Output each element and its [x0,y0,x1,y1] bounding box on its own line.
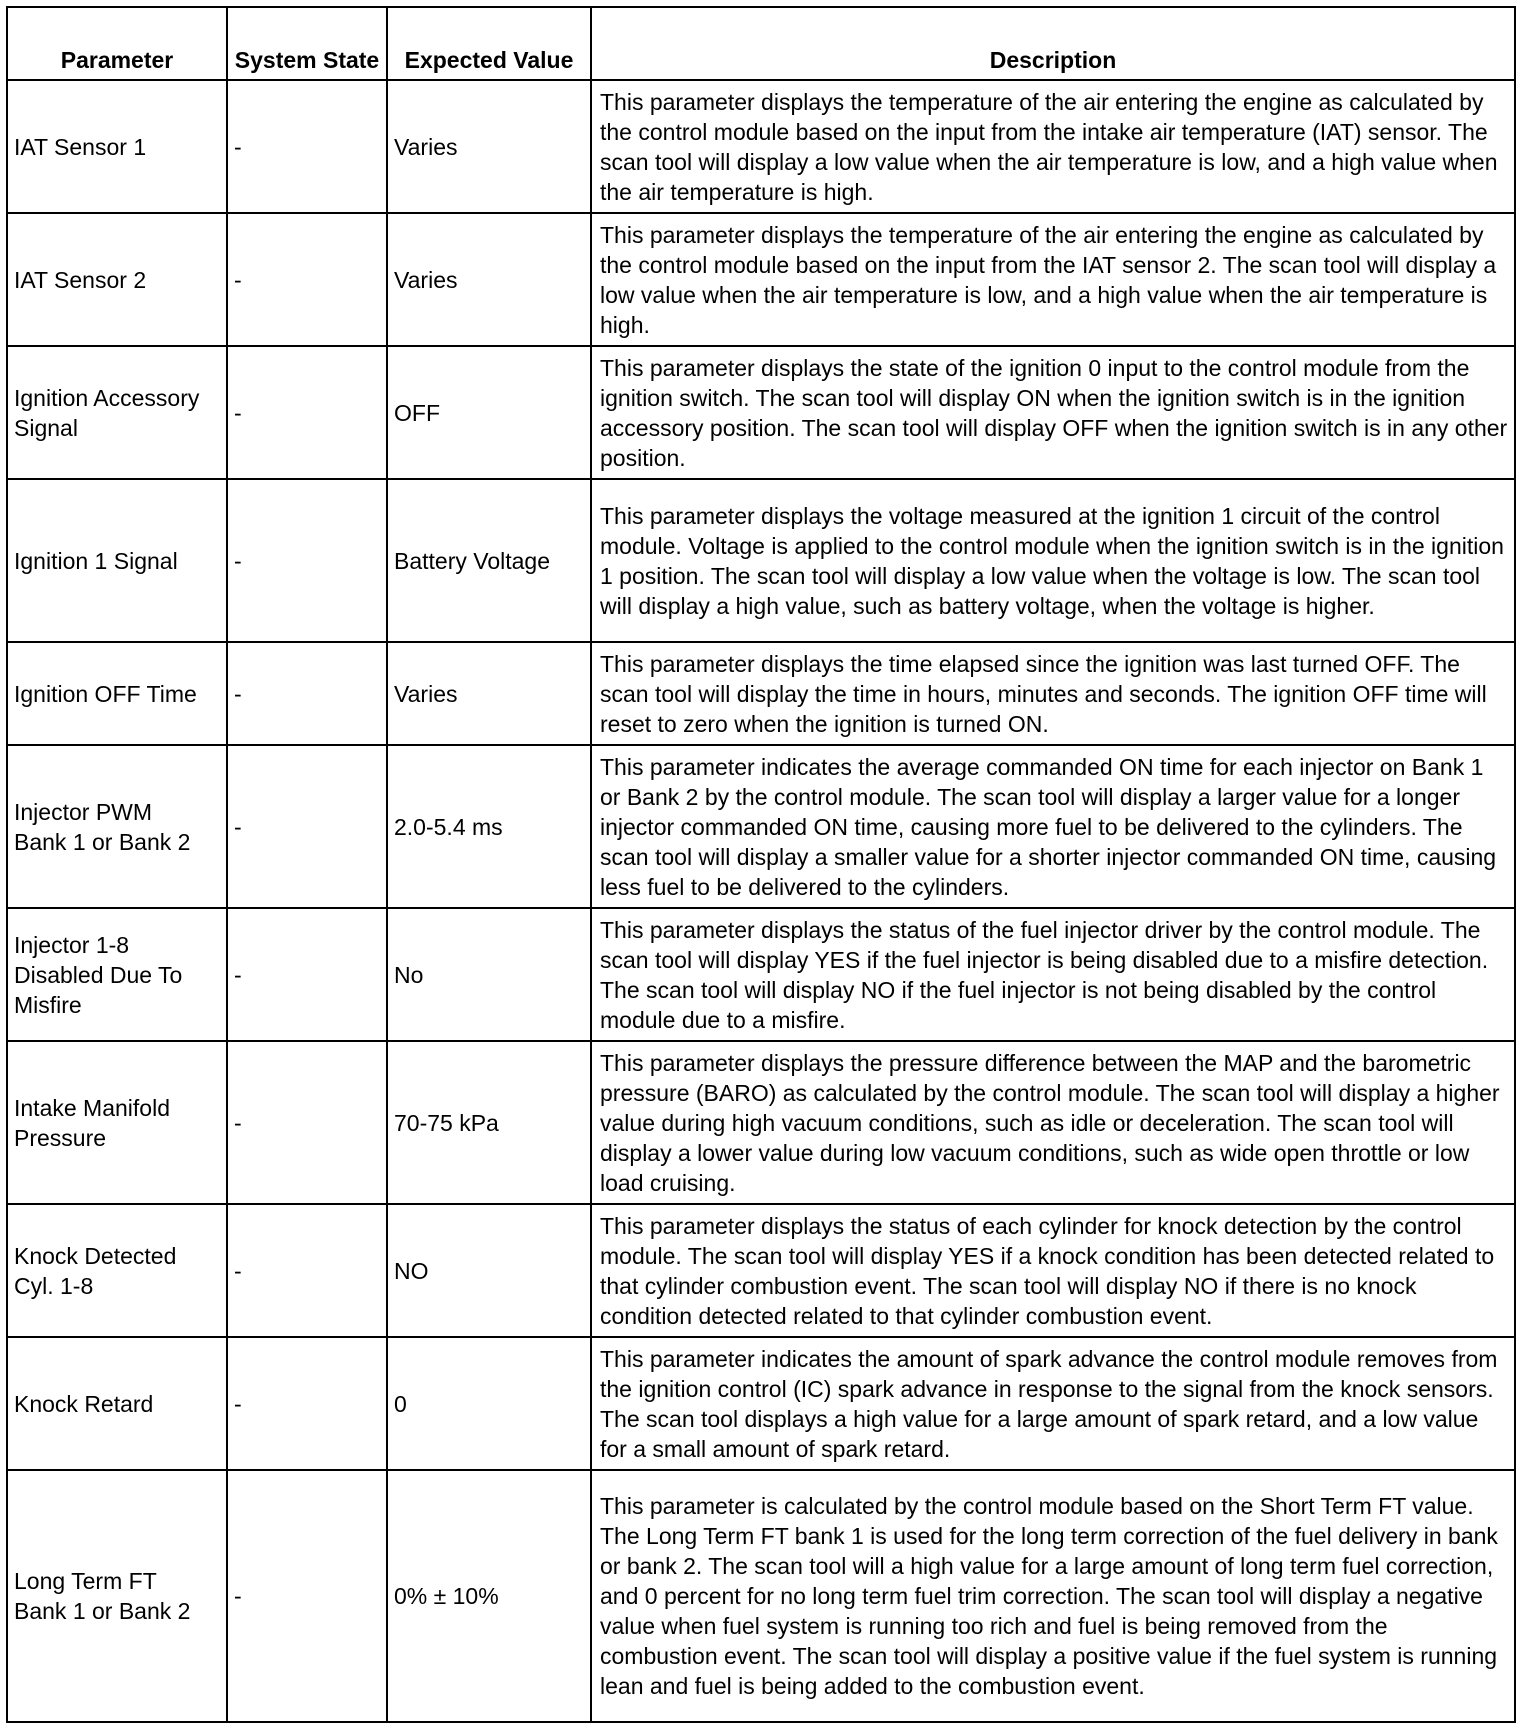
expected-value-cell: Varies [387,642,591,745]
description-cell: This parameter displays the pressure difference between the MAP and the barometric pressure (BARO) as calculated by the control module. The scan tool will display a higher value during high vacuum conditions, such as idle or deceleration. The scan tool will display a lower value during low vacuum conditions, such as wide open throttle or low load cruising. [591,1041,1515,1204]
expected-value-cell: Varies [387,80,591,213]
table-row [7,1470,1515,1722]
system-state-cell: - [227,1204,387,1337]
parameter-cell: Knock Retard [7,1337,227,1470]
expected-value-cell: Battery Voltage [387,479,591,642]
system-state-cell: - [227,1041,387,1204]
description-cell: This parameter is calculated by the control module based on the Short Term FT value. The Long Term FT bank 1 is used for the long term correction of the fuel delivery in bank or bank 2. The scan tool will a high value for a large amount of long term fuel correction, and 0 percent for no long term fuel trim correction. The scan tool will display a negative value when fuel system is running too rich and fuel is being removed from the combustion event. The scan tool will display a positive value if the fuel system is running lean and fuel is being added to the combustion event. [591,1470,1515,1722]
parameter-cell: Injector 1-8 Disabled Due To Misfire [7,908,227,1041]
parameter-cell: IAT Sensor 2 [7,213,227,346]
expected-value-cell: 70-75 kPa [387,1041,591,1204]
header-expected-value: Expected Value [387,7,591,80]
table-row [7,1337,1515,1470]
description-cell: This parameter displays the state of the ignition 0 input to the control module from the ignition switch. The scan tool will display ON when the ignition switch is in the ignition accessory position. The scan tool will display OFF when the ignition switch is in any other position. [591,346,1515,479]
description-cell: This parameter indicates the amount of spark advance the control module removes from the ignition control (IC) spark advance in response to the signal from the knock sensors. The scan tool displays a high value for a large amount of spark retard, and a low value for a small amount of spark retard. [591,1337,1515,1470]
description-cell: This parameter displays the temperature of the air entering the engine as calculated by the control module based on the input from the IAT sensor 2. The scan tool will display a low value when the air temperature is low, and a high value when the air temperature is high. [591,213,1515,346]
system-state-cell: - [227,908,387,1041]
expected-value-cell: NO [387,1204,591,1337]
table-row [7,346,1515,479]
expected-value-cell: 0% ± 10% [387,1470,591,1722]
table-row [7,479,1515,642]
table-row [7,745,1515,908]
parameter-cell: Intake Manifold Pressure [7,1041,227,1204]
description-cell: This parameter displays the time elapsed since the ignition was last turned OFF. The scan tool will display the time in hours, minutes and seconds. The ignition OFF time will reset to zero when the ignition is turned ON. [591,642,1515,745]
description-cell: This parameter displays the status of each cylinder for knock detection by the control module. The scan tool will display YES if a knock condition has been detected related to that cylinder combustion event. The scan tool will display NO if there is no knock condition detected related to that cylinder combustion event. [591,1204,1515,1337]
parameter-cell: IAT Sensor 1 [7,80,227,213]
table-row [7,908,1515,1041]
description-cell: This parameter displays the status of the fuel injector driver by the control module. The scan tool will display YES if the fuel injector is being disabled due to a misfire detection. The scan tool will display NO if the fuel injector is not being disabled by the control module due to a misfire. [591,908,1515,1041]
parameter-table [6,6,1516,1723]
description-cell: This parameter displays the temperature of the air entering the engine as calculated by the control module based on the input from the intake air temperature (IAT) sensor. The scan tool will display a low value when the air temperature is low, and a high value when the air temperature is high. [591,80,1515,213]
description-cell: This parameter indicates the average commanded ON time for each injector on Bank 1 or Bank 2 by the control module. The scan tool will display a larger value for a longer injector commanded ON time, causing more fuel to be delivered to the cylinders. The scan tool will display a smaller value for a shorter injector commanded ON time, causing less fuel to be delivered to the cylinders. [591,745,1515,908]
header-system-state: System State [227,7,387,80]
system-state-cell: - [227,1337,387,1470]
table-row [7,213,1515,346]
parameter-cell: Ignition 1 Signal [7,479,227,642]
table-row [7,642,1515,745]
parameter-cell: Injector PWM Bank 1 or Bank 2 [7,745,227,908]
expected-value-cell: Varies [387,213,591,346]
system-state-cell: - [227,642,387,745]
system-state-cell: - [227,80,387,213]
header-parameter: Parameter [7,7,227,80]
description-cell: This parameter displays the voltage measured at the ignition 1 circuit of the control module. Voltage is applied to the control module when the ignition switch is in the ignition 1 position. The scan tool will display a low value when the voltage is low. The scan tool will display a high value, such as battery voltage, when the voltage is higher. [591,479,1515,642]
system-state-cell: - [227,346,387,479]
table-row [7,80,1515,213]
expected-value-cell: No [387,908,591,1041]
parameter-cell: Long Term FT Bank 1 or Bank 2 [7,1470,227,1722]
parameter-cell: Ignition Accessory Signal [7,346,227,479]
parameter-cell: Ignition OFF Time [7,642,227,745]
system-state-cell: - [227,745,387,908]
table-row [7,1204,1515,1337]
expected-value-cell: 2.0-5.4 ms [387,745,591,908]
expected-value-cell: 0 [387,1337,591,1470]
table-row [7,1041,1515,1204]
system-state-cell: - [227,479,387,642]
table-header-row [7,7,1515,80]
parameter-cell: Knock Detected Cyl. 1-8 [7,1204,227,1337]
system-state-cell: - [227,1470,387,1722]
system-state-cell: - [227,213,387,346]
expected-value-cell: OFF [387,346,591,479]
header-description: Description [591,7,1515,80]
